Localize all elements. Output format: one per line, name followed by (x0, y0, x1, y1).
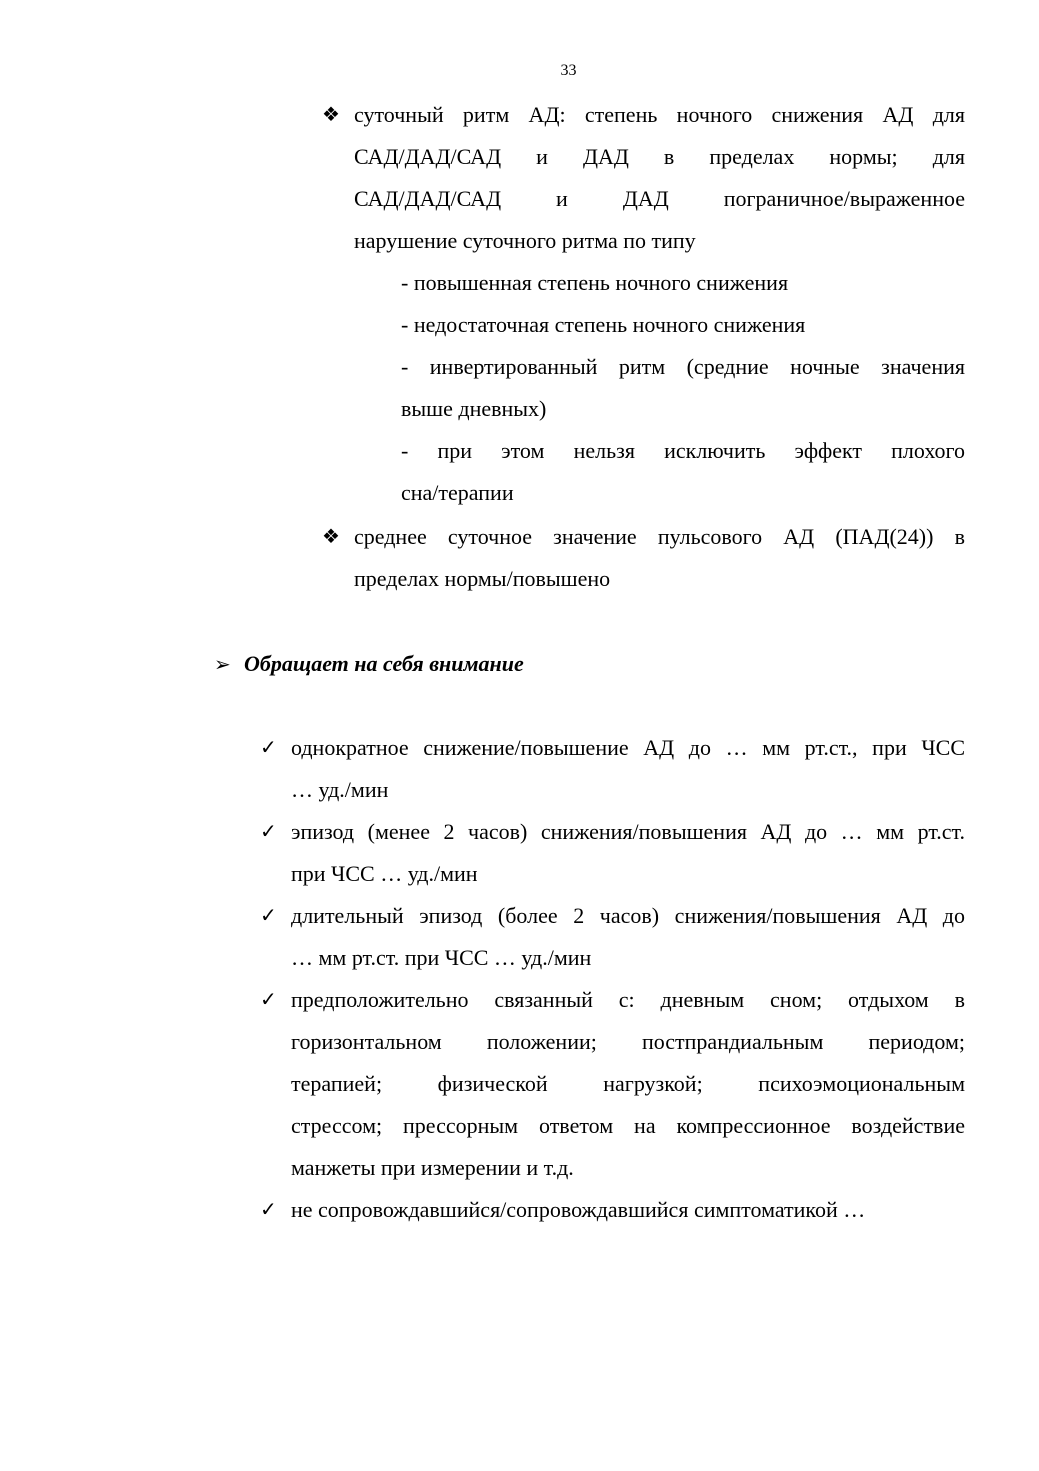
text-line: при ЧСС … уд./мин (291, 861, 478, 886)
text-line: горизонтальном положении; постпрандиальным периодом; (291, 1029, 965, 1054)
checkmark-icon: ✓ (260, 1199, 277, 1221)
list-item (291, 979, 965, 1189)
subitem-line: - при этом нельзя исключить эффект плохого (401, 438, 965, 463)
text-line: стрессом; прессорным ответом на компрессионное воздействие (291, 1113, 965, 1138)
diamond-bullet-icon: ❖ (322, 104, 340, 126)
checkmark-icon: ✓ (260, 821, 277, 843)
arrow-bullet-icon: ➢ (214, 654, 231, 676)
subitem-line: - инвертированный ритм (средние ночные значения (401, 354, 965, 379)
subitem-line: - повышенная степень ночного снижения (401, 270, 789, 295)
text-line: среднее суточное значение пульсового АД (ПАД(24)) в (354, 524, 965, 549)
list-item (291, 895, 965, 979)
text-line: предположительно связанный с: дневным сном; отдыхом в (291, 987, 965, 1012)
subitem-line: выше дневных) (401, 396, 547, 421)
section-heading: Обращает на себя внимание (244, 651, 524, 676)
text-line: … уд./мин (291, 777, 389, 802)
diamond-bullet-icon: ❖ (322, 526, 340, 548)
subitem-line: сна/терапии (401, 480, 514, 505)
attention-heading-row (214, 643, 524, 686)
checkmark-icon: ✓ (260, 905, 277, 927)
text-line: однократное снижение/повышение АД до … мм рт.ст., при ЧСС (291, 735, 965, 760)
text-line: суточный ритм АД: степень ночного снижения АД для (354, 102, 965, 127)
pulse-paragraph (354, 516, 965, 600)
text-line: не сопровождавшийся/сопровождавшийся симптоматикой … (291, 1197, 866, 1222)
list-item (291, 727, 965, 811)
text-line: длительный эпизод (более 2 часов) снижения/повышения АД до (291, 903, 965, 928)
text-line: терапией; физической нагрузкой; психоэмоциональным (291, 1071, 965, 1096)
text-line: пределах нормы/повышено (354, 566, 611, 591)
text-line: манжеты при измерении и т.д. (291, 1155, 574, 1180)
rhythm-subitems (401, 262, 965, 514)
list-item (291, 1189, 965, 1231)
text-line: САД/ДАД/САД и ДАД в пределах нормы; для (354, 144, 965, 169)
text-line: … мм рт.ст. при ЧСС … уд./мин (291, 945, 592, 970)
text-line: САД/ДАД/САД и ДАД пограничное/выраженное (354, 186, 965, 211)
checkmark-icon: ✓ (260, 737, 277, 759)
subitem-line: - недостаточная степень ночного снижения (401, 312, 806, 337)
checkmark-icon: ✓ (260, 989, 277, 1011)
list-item (291, 811, 965, 895)
text-line: эпизод (менее 2 часов) снижения/повышения АД до … мм рт.ст. (291, 819, 965, 844)
page-number: 33 (560, 62, 577, 79)
rhythm-paragraph (354, 94, 965, 262)
text-line: нарушение суточного ритма по типу (354, 228, 696, 253)
